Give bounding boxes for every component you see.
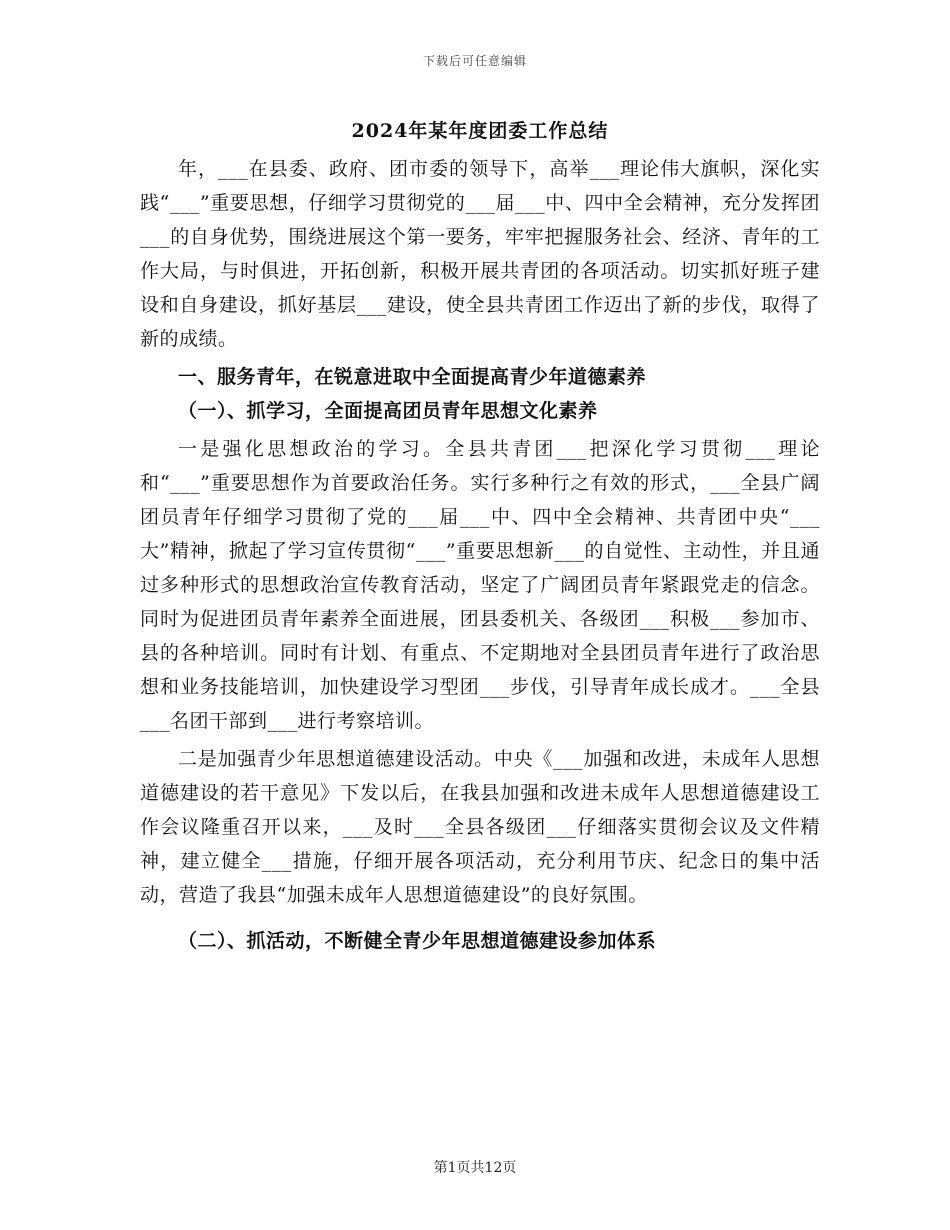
paragraph-moral-building: 二是加强青少年思想道德建设活动。中央《___加强和改进，未成年人思想道德建设的若干意见》下发以后，在我县加强和改进未成年人思想道德建设工作会议隆重召开以来，___及时___全县各级团___仔细落实贯彻会议及文件精神，建立健全___措施，仔细开展各项活动，充分利用节庆、纪念日的集中活动，营造了我县“加强未成年人思想道德建设”的良好氛围。	[140, 748, 820, 906]
paragraph-study: 一是强化思想政治的学习。全县共青团___把深化学习贯彻___理论和“___”重要思想作为首要政治任务。实行多种行之有效的形式，___全县广阔团员青年仔细学习贯彻了党的___届___中、四中全会精神、共青团中央“___大”精神，掀起了学习宣传贯彻“___”重要思想新___的自觉性、主动性，并且通过多种形式的思想政治宣传教育活动，坚定了广阔团员青年紧跟党走的信念。同时为促进团员青年素养全面进展，团县委机关、各级团___积极___参加市、县的各种培训。同时有计划、有重点、不定期地对全县团员青年进行了政治思想和业务技能培训，加快建设学习型团___步伐，引导青年成长成才。___全县___名团干部到___进行考察培训。	[140, 438, 820, 732]
intro-paragraph: 年，___在县委、政府、团市委的领导下，高举___理论伟大旗帜，深化实践“___”重要思想，仔细学习贯彻党的___届___中、四中全会精神，充分发挥团___的自身优势，围绕进展这个第一要务，牢牢把握服务社会、经济、青年的工作大局，与时俱进，开拓创新，积极开展共青团的各项活动。切实抓好班子建设和自身建设，抓好基层___建设，使全县共青团工作迈出了新的步伐，取得了新的成绩。	[140, 158, 820, 350]
subsection-heading-2: （二）、抓活动，不断健全青少年思想道德建设参加体系	[178, 930, 657, 952]
header-note: 下载后可任意编辑	[422, 54, 527, 68]
document-body	[140, 114, 820, 958]
section-heading-1: 一、服务青年，在锐意进取中全面提高青少年道德素养	[178, 366, 647, 388]
page-number-footer: 第1页共12页	[433, 1160, 517, 1176]
subsection-heading-1: （一）、抓学习，全面提高团员青年思想文化素养	[178, 400, 598, 422]
document-title: 2024年某年度团委工作总结	[351, 120, 609, 142]
